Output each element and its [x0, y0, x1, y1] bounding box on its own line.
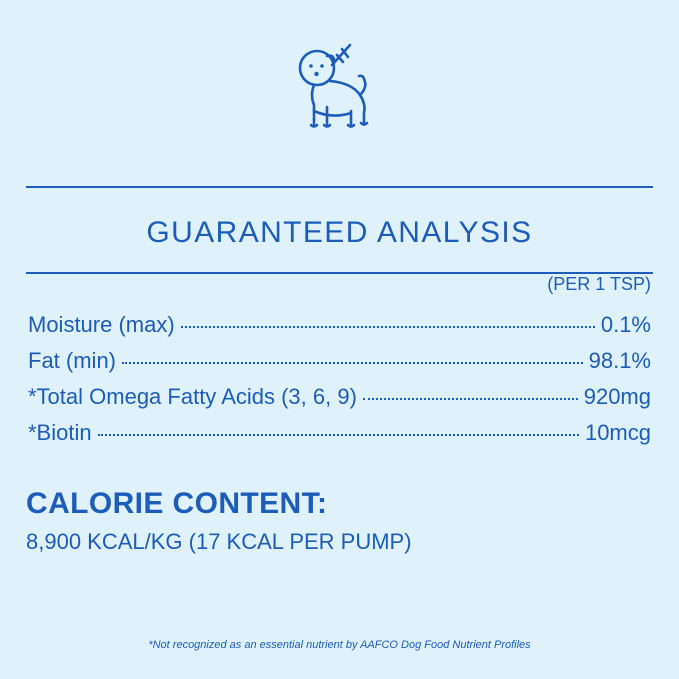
leader-dots	[181, 326, 595, 328]
list-item	[28, 379, 651, 415]
nutrient-label: Moisture (max)	[28, 312, 175, 337]
list-item	[28, 415, 651, 451]
nutrient-label: *Total Omega Fatty Acids (3, 6, 9)	[28, 384, 357, 409]
calorie-content-value: 8,900 KCAL/KG (17 KCAL PER PUMP)	[26, 529, 412, 554]
calorie-content-heading: CALORIE CONTENT:	[26, 487, 328, 520]
nutrient-value: 920mg	[583, 384, 651, 409]
footnote: *Not recognized as an essential nutrient by AAFCO Dog Food Nutrient Profiles	[148, 639, 531, 651]
leader-dots	[363, 398, 578, 400]
serving-size-note: (PER 1 TSP)	[547, 274, 651, 294]
nutrient-value: 98.1%	[588, 348, 651, 373]
nutrient-value: 10mcg	[584, 420, 651, 445]
nutrient-list	[26, 307, 653, 451]
nutrient-label: Fat (min)	[28, 348, 116, 373]
leader-dots	[98, 434, 579, 436]
nutrient-value: 0.1%	[600, 312, 651, 337]
list-item	[28, 307, 651, 343]
leader-dots	[122, 362, 583, 364]
dog-with-dropper-icon	[280, 33, 400, 153]
icon-container	[26, 0, 653, 186]
list-item	[28, 343, 651, 379]
nutrient-label: *Biotin	[28, 420, 92, 445]
page-title: GUARANTEED ANALYSIS	[146, 216, 533, 249]
calorie-content-block	[26, 451, 653, 555]
